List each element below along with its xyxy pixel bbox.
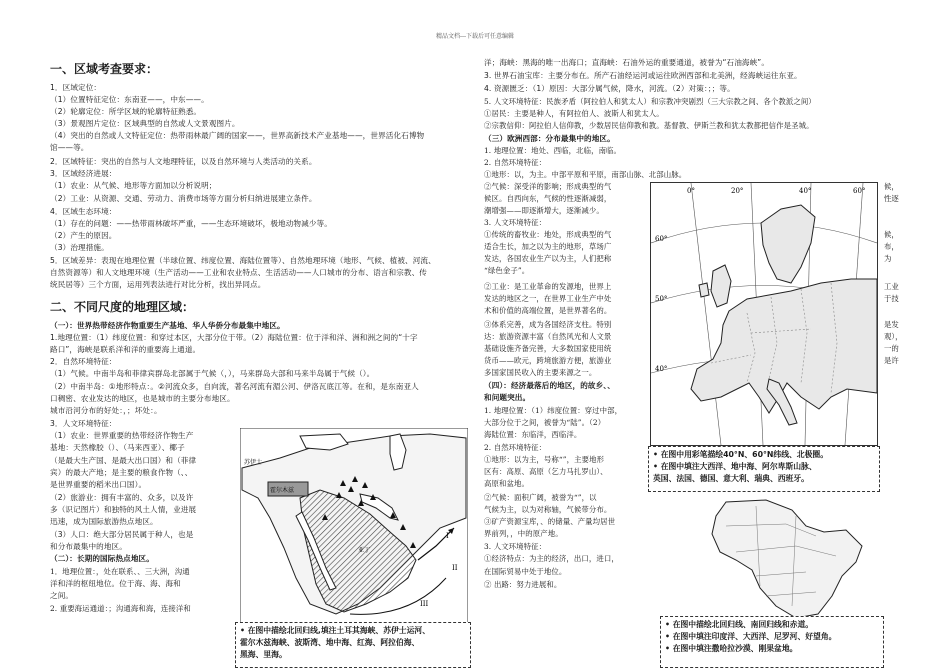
map-label: 0°	[687, 187, 695, 195]
instruction-line: 霍尔木兹海峡、波斯湾、地中海、红海、阿拉伯海、	[240, 638, 420, 647]
subsection-title: （四）：经济最落后的地区，的故乡、、	[484, 381, 615, 390]
map-instruction-box-3	[660, 616, 884, 668]
instruction-line: • 在图中用彩笔描绘40°N、60°N纬线、北极圈。	[653, 450, 828, 459]
europe-map-drawing	[651, 183, 877, 445]
page-header: 精品文档---下载后可任意编辑	[435, 33, 515, 40]
text-line: 2. 自然环境特征：	[484, 158, 547, 167]
subsection-title: 和问题突出。	[484, 393, 531, 402]
subsection-title: （三）欧洲西部：分布最集中的地区。	[484, 134, 615, 143]
text-line: 2. 重要海运通道：；沟通海和海，连接洋和	[50, 604, 191, 613]
text-line: 4. 资源匮乏：（1）原因：大部分属气候，降水，河流。（2）对策：；；等。	[484, 84, 735, 93]
text-line: （1）存在的问题：——热带雨林破坏严重，——生态环境破坏，极地动物减少等。	[50, 219, 332, 228]
text-line: 候区。自西向东，气候的性逐渐减弱，	[484, 194, 612, 203]
text-line: 4．区域生态环境：	[50, 207, 117, 216]
map-label: 苏伊士	[244, 459, 263, 466]
text-line: （2）工业：从资源、交通、劳动力、消费市场等方面分析归纳进展建立条件。	[50, 194, 317, 203]
text-line: 在国际贸易中处于地位。	[484, 567, 567, 576]
text-line: 3．人文环境特征：	[50, 419, 117, 428]
instruction-line: • 在图中填注撒哈拉沙漠、刚果盆地。	[665, 644, 798, 653]
instruction-line: • 在图中填注大西洋、地中海、阿尔卑斯山脉、	[653, 462, 817, 471]
subsection-title: （二）：长期的国际热点地区。	[50, 554, 154, 563]
text-fragment: 观），	[884, 332, 903, 341]
text-line: 洋和洋的枢纽地位。位于海、海、海和	[50, 579, 181, 588]
text-line: 之间。	[50, 591, 74, 600]
text-line: ①地形：以为主，号称“”，主要地形	[484, 455, 605, 464]
map-label: 40°	[655, 365, 668, 373]
text-fragment: 候，	[884, 182, 899, 191]
text-line: 5. 人文环境特征：民族矛盾（阿拉伯人和犹太人）和宗教冲突剧烈（三大宗教之间、各个教派之间）	[484, 97, 816, 106]
map-instruction-box-2	[648, 446, 880, 492]
text-line: 发达，各国农业生产以为主，人们把称	[484, 254, 612, 263]
map-instruction-box-1	[235, 622, 471, 668]
text-line: 1.地理位置：（1）纬度位置：和穿过本区，大部分位于带。（2）海陆位置：位于洋和洋、洲和洲之间的“十字	[50, 333, 418, 342]
text-line: 1. 地理位置：（1）纬度位置：穿过中部，	[484, 406, 623, 415]
text-line: ①传统的畜牧业：地处，形成典型的气	[484, 230, 612, 239]
text-line: 是世界重要的稻米出口国）。	[50, 480, 147, 489]
text-line: 基地：天然橡胶（）、（马来西亚）、椰子	[50, 443, 185, 452]
text-line: 术和价值的高端位置，是世界著名的。	[484, 306, 612, 315]
middle-east-map-drawing	[240, 428, 468, 624]
text-line: （3）人口：绝大部分居民属于种人，也是	[50, 530, 194, 539]
text-line: ② 出路：努力进展和。	[484, 580, 562, 589]
africa-map	[656, 496, 884, 618]
text-line: ③体系完善，成为各国经济支柱。特别	[484, 320, 612, 329]
middle-east-map	[240, 428, 468, 624]
section-title-1: 一、区域考查要求：	[50, 62, 159, 76]
text-line: 多国家国民收入的主要来源之一。	[484, 368, 597, 377]
text-fragment: 是许	[884, 356, 899, 365]
text-line: 5．区域差异：表现在地理位置（半球位置、纬度位置、海陆位置等）、自然地理环境（地形、气候、植被、河流、	[50, 256, 436, 265]
text-fragment: 一的	[884, 344, 899, 353]
text-line: 3．区域经济进展：	[50, 169, 117, 178]
instruction-line: 英国、法国、德国、意大利、瑞典、西班牙。	[653, 474, 809, 483]
map-label: 40°	[799, 187, 812, 195]
text-line: 气候为主，以为对称轴，气候带分布。	[484, 505, 612, 514]
text-line: （1）气候。中南半岛和菲律宾群岛北部属于气候（，），马来群岛大部和马来半岛属于气候（）。	[50, 369, 375, 378]
text-line: 迅速，成为国际旅游热点地区。	[50, 517, 158, 526]
text-line: 1. 地理位置：地处、西临，北临，南临。	[484, 146, 622, 155]
text-line: 路口”，海峡是联系洋和洋的重要海上通道。	[50, 345, 201, 354]
text-line: （是最大生产国、是最大出口国）和（菲律	[50, 456, 197, 465]
subsection-title: （一）：世界热带经济作物重要生产基地、华人华侨分布最集中地区。	[50, 321, 285, 330]
text-line: （1）位置特征定位：东南亚——，中东——。	[50, 95, 209, 104]
text-line: “绿色金子”。	[484, 266, 530, 275]
text-line: 宾）的最大产地；是主要的粮食作物（、、	[50, 468, 193, 477]
text-line: 基础设施齐备完善，大多数国家使用统	[484, 344, 612, 353]
text-fragment: 是发	[884, 320, 899, 329]
text-line: 区有：高原、高原（乞力马扎罗山）、	[484, 467, 608, 476]
text-line: ①地形：以，为主。中部平原和平原，南部山脉、北部山脉。	[484, 170, 687, 179]
instruction-line: • 在图中填注印度洋、大西洋、尼罗河、好望角。	[665, 632, 837, 641]
map-label: II	[452, 564, 458, 572]
instruction-line: • 在图中描绘北回归线,填注土耳其海峡、苏伊士运河、	[240, 626, 430, 635]
text-fragment: 布，	[884, 242, 899, 251]
map-label: 20°	[731, 187, 744, 195]
text-line: 2．自然环境特征：	[50, 357, 117, 366]
text-line: （4）突出的自然或人文特征定位：热带雨林最广阔的国家——，世界高新技术产业基地——，世界活化石博物	[50, 131, 425, 140]
text-line: 1．地理位置：，处在联系、、三大洲，沟通	[50, 567, 190, 576]
text-line: 界前列，，中的原产地。	[484, 529, 563, 538]
text-line: （2）中南半岛：①地形特点：。②河流众多，自向流，著名河流有湄公河、伊洛瓦底江等。在和，是东南亚人	[50, 382, 419, 391]
text-line: 多（识记图片）和独特的风土人情，业进展	[50, 505, 197, 514]
text-line: 洋；海峡：黑海的唯一出海口；直海峡：石油外运的重要通道，被誉为“石油海峡”。	[484, 58, 770, 67]
text-line: 口稠密、农业发达的地区，也是城市的主要分布地区。	[50, 394, 235, 403]
text-line: 3. 人文环境特征：	[484, 218, 547, 227]
text-line: 1．区域定位：	[50, 83, 102, 92]
text-line: 2. 自然环境特征：	[484, 443, 547, 452]
text-fragment: 性逐	[884, 194, 899, 203]
map-label: I	[446, 532, 449, 540]
text-line: ②气候：面积广阔，被誉为“”，以	[484, 493, 597, 502]
text-line: 统民居等）三个方面，运用列表法进行对比分析，找出异同点。	[50, 280, 266, 289]
text-line: （2）旅游业：拥有丰富的、众多，以及许	[50, 493, 194, 502]
text-line: ①居民：主要是种人，有阿拉伯人、波斯人和犹太人。	[484, 109, 664, 118]
text-line: 3. 世界石油宝库：主要分布在。所产石油经运河或运往欧洲西部和北美洲，经海峡运往东亚。	[484, 71, 802, 80]
text-line: （1）农业：从气候、地形等方面加以分析说明；	[50, 181, 217, 190]
text-line: 城市沿河分布的好处：，；坏处：。	[50, 406, 162, 415]
text-line: 大部分位于之间，被誉为“陆”。（2）	[484, 418, 606, 427]
text-line: 海陆位置：东临洋，西临洋。	[484, 430, 582, 439]
instruction-line: • 在图中描绘北回归线、南回归线和赤道。	[665, 620, 814, 629]
text-line: ②工业：是工业革命的发源地，世界上	[484, 282, 612, 291]
text-line: 达：旅游资源丰富（自然风光和人文景	[484, 332, 612, 341]
text-line: 货币——欧元，跨境旅游方便，旅游业	[484, 356, 612, 365]
map-label: 60°	[853, 187, 866, 195]
europe-map	[650, 182, 878, 446]
map-label: III	[420, 600, 429, 608]
text-line: （2）轮廓定位：所学区域的轮廓特征熟悉。	[50, 107, 202, 116]
text-line: 高原和盆地。	[484, 479, 529, 488]
map-label: 霍尔木兹	[270, 487, 295, 494]
text-line: 自然资源等）和人文地理环境（生产活动——工业和农业特点、生活活动——人口城市的分布、语言和宗教、传	[50, 268, 427, 277]
map-label: 60°	[655, 235, 668, 243]
text-line: 馆——等。	[50, 143, 89, 152]
text-line: 2．区域特征：突出的自然与人文地理特征，以及自然环境与人类活动的关系。	[50, 157, 317, 166]
text-line: ②气候：深受洋的影响；形成典型的气	[484, 182, 612, 191]
text-line: （3）治理措施。	[50, 243, 109, 252]
text-line: 发达的地区之一，在世界工业生产中处	[484, 294, 612, 303]
text-fragment: 于技	[884, 294, 899, 303]
section-title-2: 二、不同尺度的地理区域：	[50, 300, 195, 314]
text-fragment: 工业	[884, 282, 899, 291]
africa-map-drawing	[656, 496, 884, 618]
text-line: ①经济特点：为主的经济，出口，进口，	[484, 554, 619, 563]
text-line: ②宗教信仰：阿拉伯人信仰教，少数居民信仰教和教。基督教、伊斯兰教和犹太教都把信作是圣城。	[484, 121, 814, 130]
map-label: 50°	[655, 295, 668, 303]
text-line: （3）景观图片定位：区域典型的自然或人文景观图片。	[50, 119, 240, 128]
text-line: （2）产生的原因。	[50, 231, 117, 240]
instruction-line: 黑海、里海。	[240, 650, 287, 659]
text-line: 和分布最集中的地区。	[50, 542, 127, 551]
text-line: 3. 人文环境特征：	[484, 542, 547, 551]
map-label: 亚丁	[358, 547, 371, 554]
text-line: （1）农业：世界重要的热带经济作物生产	[50, 431, 194, 440]
text-line: 适合生长，加之以为主的地形，草场广	[484, 242, 612, 251]
text-line: ③矿产资源宝库，、的储量、产量均居世	[484, 517, 616, 526]
text-line: 潮增强——即逐渐增大，逐渐减少。	[484, 206, 604, 215]
text-fragment: 候，	[884, 230, 899, 239]
text-fragment: 为	[884, 254, 892, 263]
